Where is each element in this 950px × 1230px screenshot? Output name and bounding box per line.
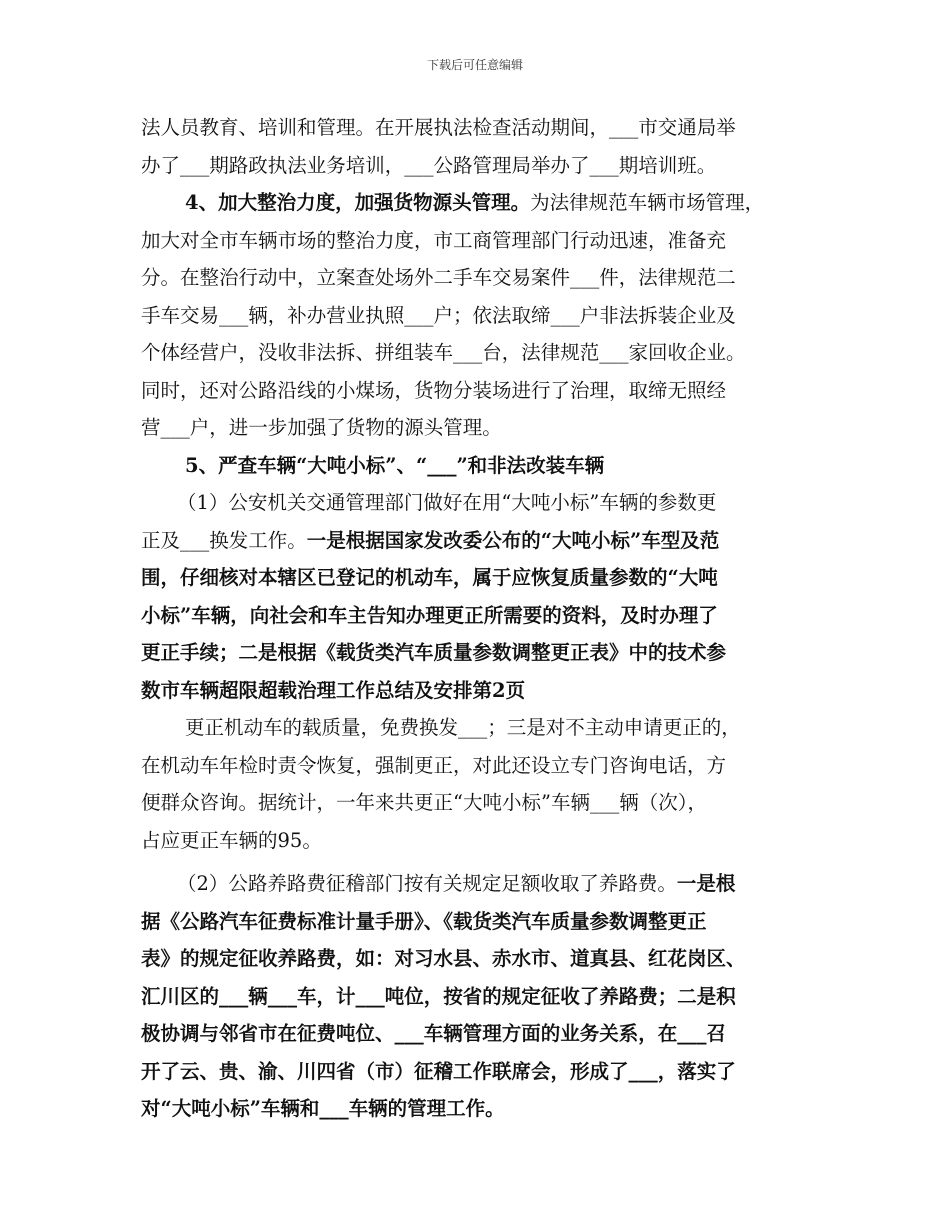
bold-text: 一是根据国家发改委公布的“大吨小标”车型及范	[306, 528, 720, 552]
paragraph-line: 据《公路汽车征费标准计量手册》、《载货类汽车质量参数调整更正	[141, 909, 707, 933]
subsection-1-line: （1）公安机关交通管理部门做好在用“大吨小标”车辆的参数更	[177, 491, 717, 514]
section-5-heading: 5、严查车辆“大吨小标”、“___”和非法改装车辆	[185, 453, 605, 477]
paragraph-text: （2）公路养路费征稽部门按有关规定足额收取了养路费。	[177, 872, 677, 895]
paragraph-line: 个体经营户，没收非法拆、拼组装车___台，法律规范___家回收企业。	[141, 341, 746, 364]
paragraph-line: 占应更正车辆的95。	[141, 828, 322, 852]
paragraph-line: 开了云、贵、渝、川四省（市）征稽工作联席会，形成了___，落实了	[141, 1059, 736, 1083]
paragraph-line: 办了___期路政执法业务培训，___公路管理局举办了___期培训班。	[141, 153, 717, 177]
paragraph-line: 手车交易___辆，补办营业执照___户；依法取缔___户非法拆装企业及	[141, 303, 736, 327]
bold-text: 一是根	[676, 872, 736, 895]
paragraph-line: 同时，还对公路沿线的小煤场，货物分装场进行了治理，取缔无照经	[141, 378, 727, 402]
paragraph-line: 数市车辆超限超载治理工作总结及安排第2页	[141, 678, 526, 702]
document-body	[141, 109, 813, 1128]
paragraph-line: 围，仔细核对本辖区已登记的机动车，属于应恢复质量参数的“大吨	[141, 566, 718, 589]
paragraph-line: 法人员教育、培训和管理。在开展执法检查活动期间，___市交通局举	[141, 116, 736, 139]
paragraph-line: 更正手续；二是根据《载货类汽车质量参数调整更正表》中的技术参	[141, 641, 727, 664]
paragraph-line: 更正机动车的载质量，免费换发___；三是对不主动申请更正的，	[185, 716, 741, 739]
paragraph-line: 便群众咨询。据统计，一年来共更正“大吨小标”车辆___辆（次），	[141, 791, 707, 814]
paragraph-line: 对“大吨小标”车辆和___车辆的管理工作。	[141, 1097, 505, 1120]
section-4-heading: 4、加大整治力度，加强货物源头管理。	[185, 191, 531, 214]
paragraph-line: 营___户，进一步加强了货物的源头管理。	[141, 416, 502, 439]
paragraph-line: 加大对全市车辆市场的整治力度，市工商管理部门行动迅速，准备充	[141, 228, 727, 252]
section-4-heading-line	[141, 184, 813, 222]
page-header: 下载后可任意编辑	[426, 58, 523, 72]
paragraph-text: 为法律规范车辆市场管理，	[530, 191, 765, 214]
paragraph-line: 在机动车年检时责令恢复，强制更正，对此还设立专门咨询电话，方	[141, 753, 727, 777]
paragraph-line: 小标”车辆，向社会和车主告知办理更正所需要的资料，及时办理了	[141, 603, 718, 627]
paragraph-line: 表》的规定征收养路费，如：对习水县、赤水市、道真县、红花岗区、	[141, 947, 746, 970]
paragraph-line: 极协调与邻省市在征费吨位、___车辆管理方面的业务关系，在___召	[141, 1022, 727, 1045]
paragraph-text: 正及___换发工作。	[141, 528, 307, 552]
paragraph-line: 汇川区的___辆___车，计___吨位，按省的规定征收了养路费；二是积	[141, 984, 736, 1008]
paragraph-line	[141, 522, 813, 560]
paragraph-line: 分。在整治行动中，立案查处场外二手车交易案件___件，法律规范二	[141, 266, 736, 289]
subsection-2-line	[141, 865, 813, 903]
